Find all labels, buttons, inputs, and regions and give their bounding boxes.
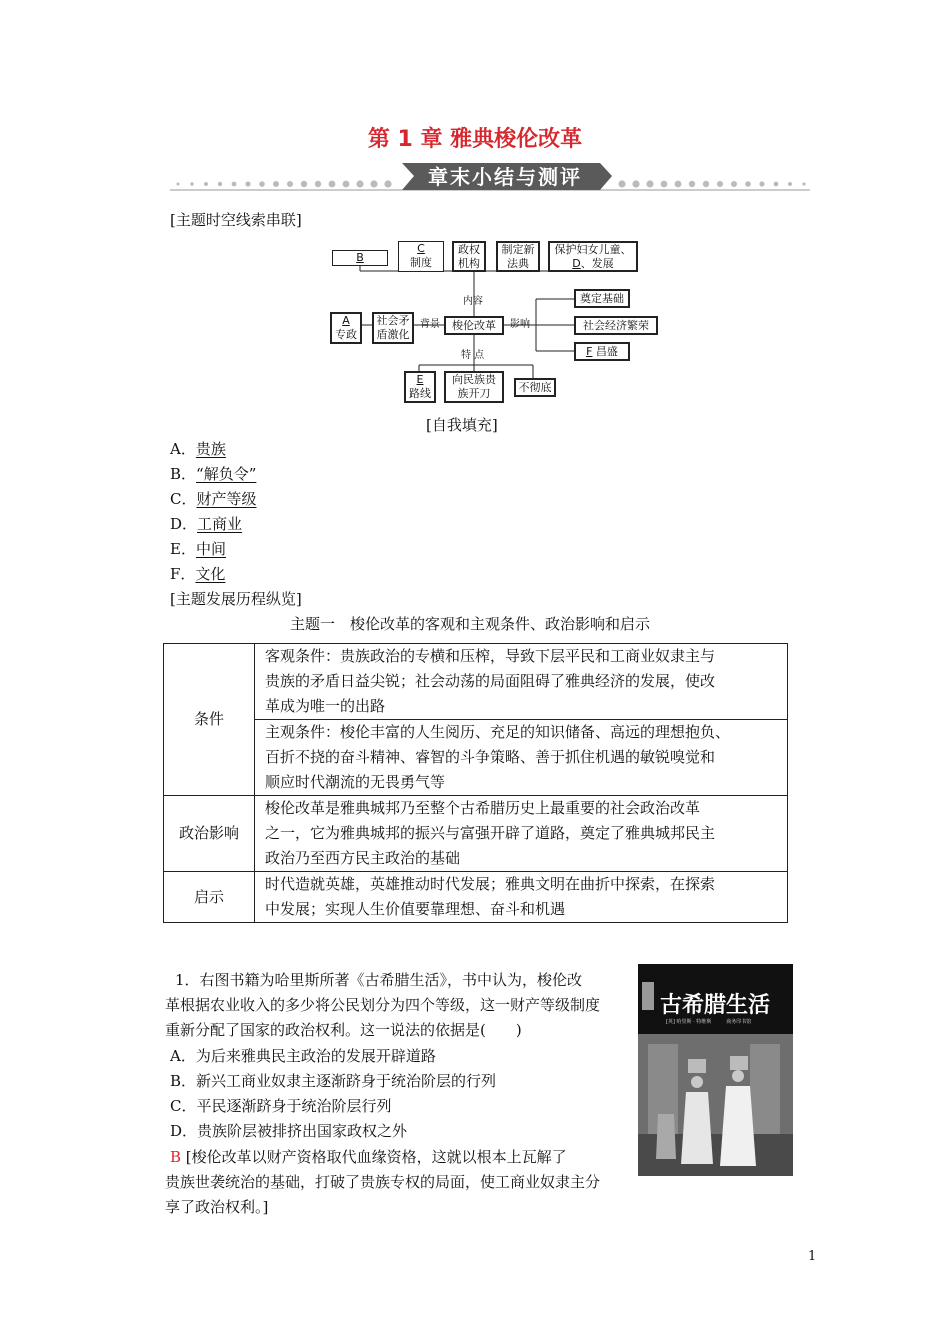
table-row-insight [164, 872, 788, 923]
answer-e: E．中间 [170, 540, 226, 558]
map-box-foundation: 奠定基础 [574, 289, 630, 308]
book-cover-image [638, 964, 793, 1176]
map-box-f [574, 342, 630, 361]
answer-b: B．“解负令” [170, 465, 257, 483]
map-box-e-letter: E [416, 373, 424, 386]
map-label-impact: 影响 [510, 319, 530, 330]
map-box-a [330, 312, 362, 344]
answer-a-text: 贵族 [195, 440, 226, 458]
answer-d-text: 工商业 [197, 515, 243, 533]
page-number: 1 [808, 1249, 817, 1264]
map-box-incomplete: 不彻底 [514, 378, 556, 397]
answer-b-text: “解负令” [196, 465, 257, 483]
map-label-background: 背景 [420, 319, 440, 330]
map-box-c-letter: C [417, 242, 425, 255]
banner-title: 章末小结与测评 [428, 165, 582, 189]
table-row-influence [164, 796, 788, 872]
map-label-content: 内容 [463, 296, 483, 307]
map-box-e [404, 371, 436, 403]
map-box-c [398, 241, 444, 272]
map-box-solon-reform: 梭伦改革 [444, 316, 504, 335]
answer-e-text: 中间 [195, 540, 226, 558]
map-box-e-text: 路线 [409, 387, 431, 400]
map-box-government-line1: 政权 [458, 243, 480, 256]
map-label-features: 特 点 [461, 350, 485, 361]
answer-c: C．财产等级 [170, 490, 257, 508]
book-author: [英] 哈里斯 · 特维斯 商务印书馆 [666, 1019, 752, 1025]
answer-d: D．工商业 [170, 515, 243, 533]
cell-insight-label: 启示 [164, 872, 255, 923]
map-box-target-nobles-line2: 族开刀 [457, 387, 491, 400]
self-fill-heading: [自我填充] [426, 416, 498, 434]
chapter-title: 第 1 章 雅典梭伦改革 [367, 127, 583, 152]
cell-objective: 客观条件：贵族政治的专横和压榨，导致下层平民和工商业奴隶主与 贵族的矛盾日益尖锐；社会动荡的局面阻碍了雅典经济的发展，使改 革成为唯一的出路 [255, 644, 788, 720]
question-options [170, 1044, 496, 1144]
map-box-new-law [496, 241, 540, 272]
map-box-f-text: 昌盛 [595, 345, 618, 358]
answer-c-text: 财产等级 [196, 490, 257, 508]
answer-a: A．贵族 [170, 440, 226, 458]
summary-table [163, 643, 788, 923]
table-row-subjective [164, 720, 788, 796]
table-row-objective [164, 644, 788, 720]
map-box-d-letter: D [572, 257, 581, 270]
map-box-a-letter: A [342, 314, 350, 327]
map-box-d-line1: 保护妇女儿童、 [554, 243, 632, 256]
map-box-new-law-line1: 制定新 [501, 243, 535, 256]
answer-f: F．文化 [170, 565, 226, 583]
map-box-b-letter: B [356, 251, 364, 264]
map-box-target-nobles [444, 371, 504, 403]
map-box-government [452, 241, 486, 272]
map-box-d-line2: D、发展 [572, 257, 614, 270]
map-box-b [332, 250, 388, 266]
option-b: B．新兴工商业奴隶主逐渐跻身于统治阶层的行列 [170, 1072, 497, 1090]
map-box-f-letter: F [586, 345, 593, 358]
question-explanation: B [梭伦改革以财产资格取代血缘资格，这就以根本上瓦解了 贵族世袭统治的基础，打破了贵族专权的局面，使工商业奴隶主分 享了政治权利。] [165, 1148, 601, 1216]
map-box-c-text: 制度 [410, 256, 432, 269]
map-box-d [548, 241, 638, 272]
section-heading-timeline: [主题时空线索串联] [170, 211, 302, 229]
option-d: D．贵族阶层被排挤出国家政权之外 [170, 1122, 408, 1140]
cell-subjective: 主观条件：梭伦丰富的人生阅历、充足的知识储备、高远的理想抱负、 百折不挠的奋斗精神、睿智的斗争策略、善于抓住机遇的敏锐嗅觉和 顺应时代潮流的无畏勇气等 [255, 720, 788, 796]
option-c: C．平民逐渐跻身于统治阶层行列 [170, 1097, 392, 1115]
map-box-target-nobles-line1: 向民族贵 [452, 373, 496, 386]
map-box-a-text: 专政 [335, 328, 357, 341]
cell-conditions-label: 条件 [164, 644, 255, 796]
map-box-social-conflict-line2: 盾激化 [376, 328, 410, 341]
answer-f-text: 文化 [195, 565, 226, 583]
cell-influence-label: 政治影响 [164, 796, 255, 872]
map-box-social-conflict [372, 312, 414, 344]
concept-map [330, 238, 670, 408]
cell-insight: 时代造就英雄，英雄推动时代发展；雅典文明在曲折中探索，在探索 中发展；实现人生价值要靠理想、奋斗和机遇 [255, 872, 788, 923]
theme-title: 主题一 梭伦改革的客观和主观条件、政治影响和启示 [290, 615, 651, 633]
answer-letter: B [170, 1148, 182, 1166]
book-title: 古希腊生活 [660, 993, 771, 1018]
map-box-new-law-line2: 法典 [507, 257, 529, 270]
option-a: A．为后来雅典民主政治的发展开辟道路 [170, 1047, 436, 1065]
question-stem: 1．右图书籍为哈里斯所著《古希腊生活》，书中认为，梭伦改 革根据农业收入的多少将公民划分为四个等级，这一财产等级制度 重新分配了国家的政治权利。这一说法的依据是( ) [165, 971, 601, 1039]
map-box-prosperity: 社会经济繁荣 [574, 316, 658, 335]
map-box-social-conflict-line1: 社会矛 [376, 314, 410, 327]
map-box-government-line2: 机构 [458, 257, 480, 270]
cell-influence: 梭伦改革是雅典城邦乃至整个古希腊历史上最重要的社会政治改革 之一，它为雅典城邦的振兴与富强开辟了道路，奠定了雅典城邦民主 政治乃至西方民主政治的基础 [255, 796, 788, 872]
section-heading-development: [主题发展历程纵览] [170, 590, 302, 608]
